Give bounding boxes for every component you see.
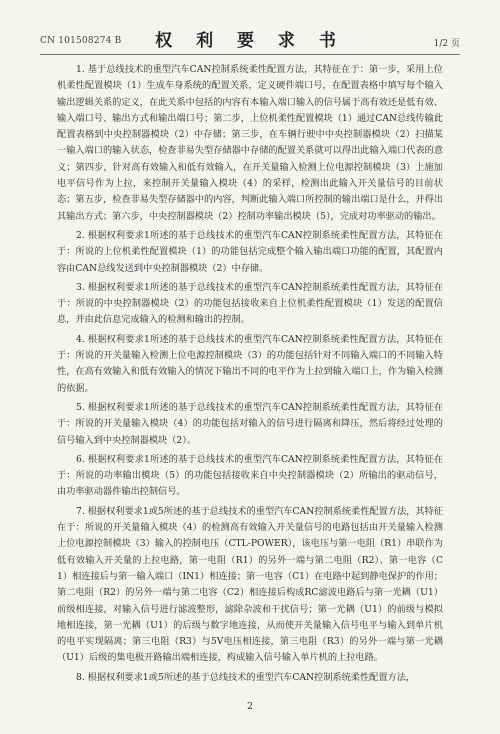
page-header — [40, 26, 460, 52]
claim-8: 8. 根据权利要求1或5所述的基于总线技术的重型汽车CAN控制系统柔性配置方法， — [76, 671, 416, 683]
claim-2: 2. 根据权利要求1所述的基于总线技术的重型汽车CAN控制系统柔性配置方法，其特征在于：所说的上位机柔性配置模块（1）的功能包括完成整个输入输出端口功能的配置，其配置内容由CAN总线发送到中央控制器模块（2）中存储。 — [57, 229, 443, 274]
claim-6: 6. 根据权利要求1所述的基于总线技术的重型汽车CAN控制系统柔性配置方法，其特征在于：所说的功率输出模块（5）的功能包括接收来自中央控制器模块（2）所输出的驱动信号，由功率驱动器件输出控制信号。 — [57, 453, 443, 498]
claim-1: 1. 基于总线技术的重型汽车CAN控制系统柔性配置方法，其特征在于：第一步，采用上位机柔性配置模块（1）生成车身系统的配置关系，定义硬件端口号，在配置表格中填写每个输入输出逻辑关系的定义，在此关系中包括的内容有本输入端口输入的信号属于高有效还是低有效、输入端口号、输出方式和输出端口号；第二步，上位机柔性配置模块（1）通过CAN总线传输此配置表格到中央控制器模块（2）中存储；第三步，在车辆行驶中中央控制器模块（2）扫描某一输入端口的输入状态，检查非易失型存储器中存储的配置关系就可以得出此输入端口代表的意义；第四步，针对高有效输入和低有效输入，在开关量输入检测上位电源控制模块（3）上施加电平信号作为上拉，来控制开关量输入模块（4）的采样，检测出此输入开关量信号的目前状态；第五步，检查非易失型存储器中的内容，判断此输入端口所控制的输出端口是什么，并得出其输出方式；第六步，中央控制器模块（2）控制功率输出模块（5），完成对功率驱动的输出。 — [57, 64, 443, 222]
claim-5: 5. 根据权利要求1所述的基于总线技术的重型汽车CAN控制系统柔性配置方法，其特征在于：所说的开关量输入模块（4）的功能包括对输入的信号进行隔离和降压，然后将经过处理的信号输入到中央控制器模块（2）。 — [57, 401, 443, 446]
claim-3: 3. 根据权利要求1所述的基于总线技术的重型汽车CAN控制系统柔性配置方法，其特征在于：所说的中央控制器模块（2）的功能包括接收来自上位机柔性配置模块（1）发送的配置信息，并由此信息完成输入的检测和输出的控制。 — [57, 281, 443, 326]
claim-4: 4. 根据权利要求1所述的基于总线技术的重型汽车CAN控制系统柔性配置方法，其特征在于：所说的开关量输入检测上位电源控制模块（3）的功能包括针对不同输入端口的不同输入特性，在高有效输入和低有效输入的情况下输出不同的电平作为上拉到输入端口上，作为输入检测的依据。 — [57, 333, 443, 394]
publication-number: CN 101508274 B — [40, 36, 122, 46]
page-number: 2 — [246, 701, 254, 712]
document-title: 权 利 要 求 书 — [155, 31, 345, 51]
header-divider — [40, 54, 460, 55]
claim-7: 7. 根据权利要求1或5所述的基于总线技术的重型汽车CAN控制系统柔性配置方法，其特征在于：所说的开关量输入模块（4）的检测高有效输入开关量信号的电路包括由开关量输入检测上位电源控制模块（3）输入的控制电压（CTL-POWER），该电压与第一电阻（R1）串联作为低有效输入开关量的上拉电路，第一电阻（R1）的另外一端与第二电阻（R2）、第一电容（C1）相连接后与第一输入端口（IN1）相连接；第一电容（C1）在电路中起到静电保护的作用；第二电阻（R2）的另外一端与第二电容（C2）相连接后构成RC滤波电路后与第一光耦（U1）前级相连接，对输入信号进行滤波整形，滤除杂波和干扰信号；第一光耦（U1）的前级与模拟地相连接，第一光耦（U1）的后级与数字地连接，从而使开关量输入信号电平与输入到单片机的电平实现隔离；第三电阻（R3）与5V电压相连接，第三电阻（R3）的另外一端与第一光耦（U1）后级的集电极开路输出端相连接，构成输入信号输入单片机的上拉电路。 — [57, 505, 443, 664]
page-count: 1/2 页 — [433, 39, 460, 49]
claims-body — [57, 62, 443, 689]
